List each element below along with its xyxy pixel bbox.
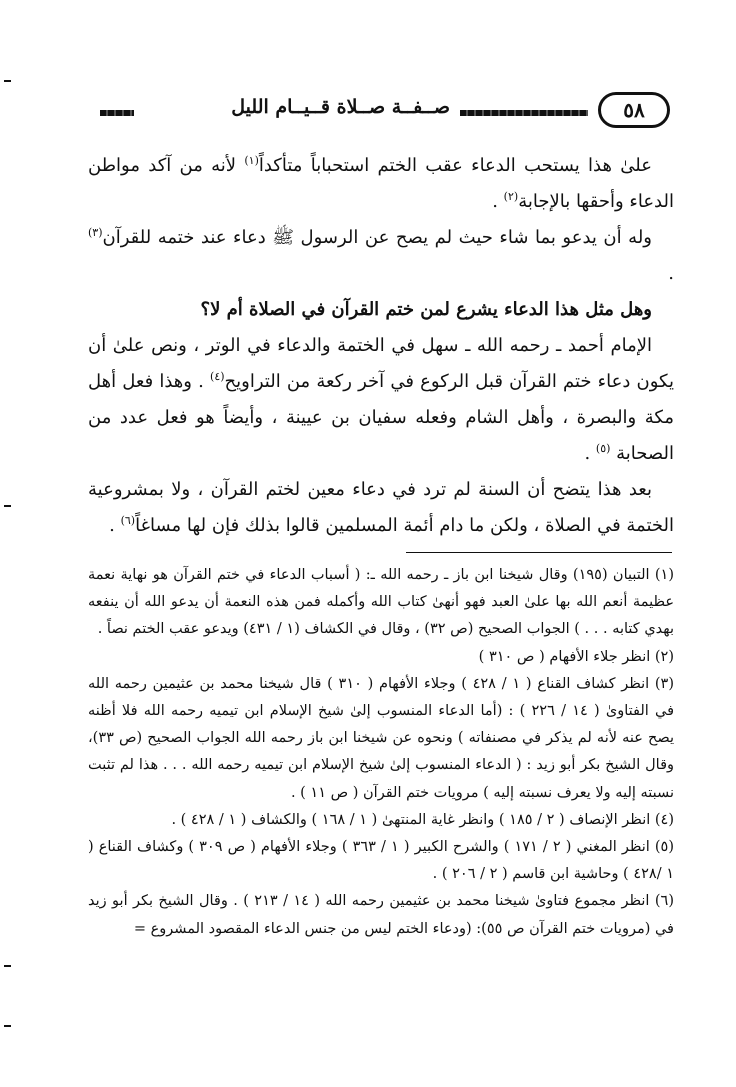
footnote-ref-6: (٦) <box>120 514 136 527</box>
footnotes <box>88 562 674 943</box>
paragraph-3: الإمام أحمد ـ رحمه الله ـ سهل في الختمة والدعاء في الوتر ، ونص علىٰ أن يكون دعاء ختم القرآن قبل الركوع في آخر ركعة من التراويح$^{(٤)}$ . وهذا فعل أهل مكة والبصرة ، وأهل الشام وفعله سفيان بن عيينة ، وأيضاً هو فعل عدد من الصحابة $^{(٥)}$ . <box>88 335 674 464</box>
footnote-2: (٢) انظر جلاء الأفهام ( ص ٣١٠ ) <box>478 648 674 665</box>
footnote-ref-5: (٥) <box>595 442 611 455</box>
footnote-1: (١) التبيان (١٩٥) وقال شيخنا ابن باز ـ رحمه الله ـ: ( أسباب الدعاء في ختم القرآن هو نهاية نعمة عظيمة أنعم الله بها علىٰ العبد فهو أنهىٰ كتاب الله وأكمله فمن هذه النعمة أن يدعو الله أن ينفعه بهدي كتابه . . . ) الجواب الصحيح (ص ٣٢) ، وقال في الكشاف (١ / ٤٣١) ويدعو عقب الختم نصاً . <box>88 567 674 638</box>
footnote-ref-1: (١) <box>244 154 259 167</box>
page-number: ٥٨ <box>623 98 645 122</box>
paragraph-1: علىٰ هذا يستحب الدعاء عقب الختم استحباباً متأكداً$^{(١)}$ لأنه من آكد مواطن الدعاء وأحقها بالإجابة$^{(٢)}$ . <box>88 154 674 212</box>
header-ornament-left <box>100 110 134 116</box>
footnote-divider <box>406 552 672 553</box>
page-header <box>70 86 670 136</box>
running-title: صــفــة صــلاة قــيــام الليل <box>231 96 450 118</box>
footnote-ref-2: (٢) <box>503 190 519 203</box>
paragraph-2: وله أن يدعو بما شاء حيث لم يصح عن الرسول ﷺ دعاء عند ختمه للقرآن$^{(٣)}$ . <box>88 226 674 284</box>
paragraph-4: بعد هذا يتضح أن السنة لم ترد في دعاء معين لختم القرآن ، ولا بمشروعية الختمة في الصلاة ، ولكن ما دام أئمة المسلمين قالوا بذلك فإن لها مساغاً$^{(٦)}$ . <box>88 479 674 536</box>
page-number-badge <box>598 92 670 128</box>
main-text <box>88 148 674 544</box>
footnote-6: (٦) انظر مجموع فتاوىٰ شيخنا محمد بن عثيمين رحمه الله ( ١٤ / ٢١٣ ) . وقال الشيخ بكر أبو زيد في (مرويات ختم القرآن ص ٥٥): (ودعاء الختم ليس من جنس الدعاء المقصود المشروع = <box>88 893 674 937</box>
footnote-4: (٤) انظر الإنصاف ( ٢ / ١٨٥ ) وانظر غاية المنتهىٰ ( ١ / ١٦٨ ) والكشاف ( ١ / ٤٢٨ ) . <box>171 811 674 828</box>
header-ornament-right <box>460 110 588 116</box>
scan-mark <box>4 80 11 82</box>
scan-mark <box>4 1025 11 1027</box>
footnote-5: (٥) انظر المغني ( ٢ / ١٧١ ) والشرح الكبير ( ١ / ٣٦٣ ) وجلاء الأفهام ( ص ٣٠٩ ) وكشاف القناع ( ١ /٤٢٨ ) وحاشية ابن قاسم ( ٢ / ٢٠٦ ) . <box>88 839 675 883</box>
question-heading: وهل مثل هذا الدعاء يشرع لمن ختم القرآن في الصلاة أم لا؟ <box>200 299 652 320</box>
scan-mark <box>4 505 11 507</box>
footnote-3: (٣) انظر كشاف القناع ( ١ / ٤٢٨ ) وجلاء الأفهام ( ٣١٠ ) قال شيخنا محمد بن عثيمين رحمه الله في الفتاوىٰ ( ١٤ / ٢٢٦ ) : (أما الدعاء المنسوب إلىٰ شيخ الإسلام ابن تيميه رحمه الله فلا أظنه يصح عنه لأنه لم يذكر في مصنفاته ) ونحوه عن شيخنا ابن باز رحمه الله الجواب الصحيح (ص ٣٣)، وقال الشيخ بكر أبو زيد : ( الدعاء المنسوب إلىٰ شيخ الإسلام ابن تيميه رحمه الله . . . هذا لم تثبت نسبته إليه ولا يعرف نسبته إليه ) مرويات ختم القرآن ( ص ١١ ) . <box>88 675 675 801</box>
footnote-ref-3: (٣) <box>88 226 103 239</box>
scan-mark <box>4 965 11 967</box>
footnote-ref-4: (٤) <box>210 370 225 383</box>
